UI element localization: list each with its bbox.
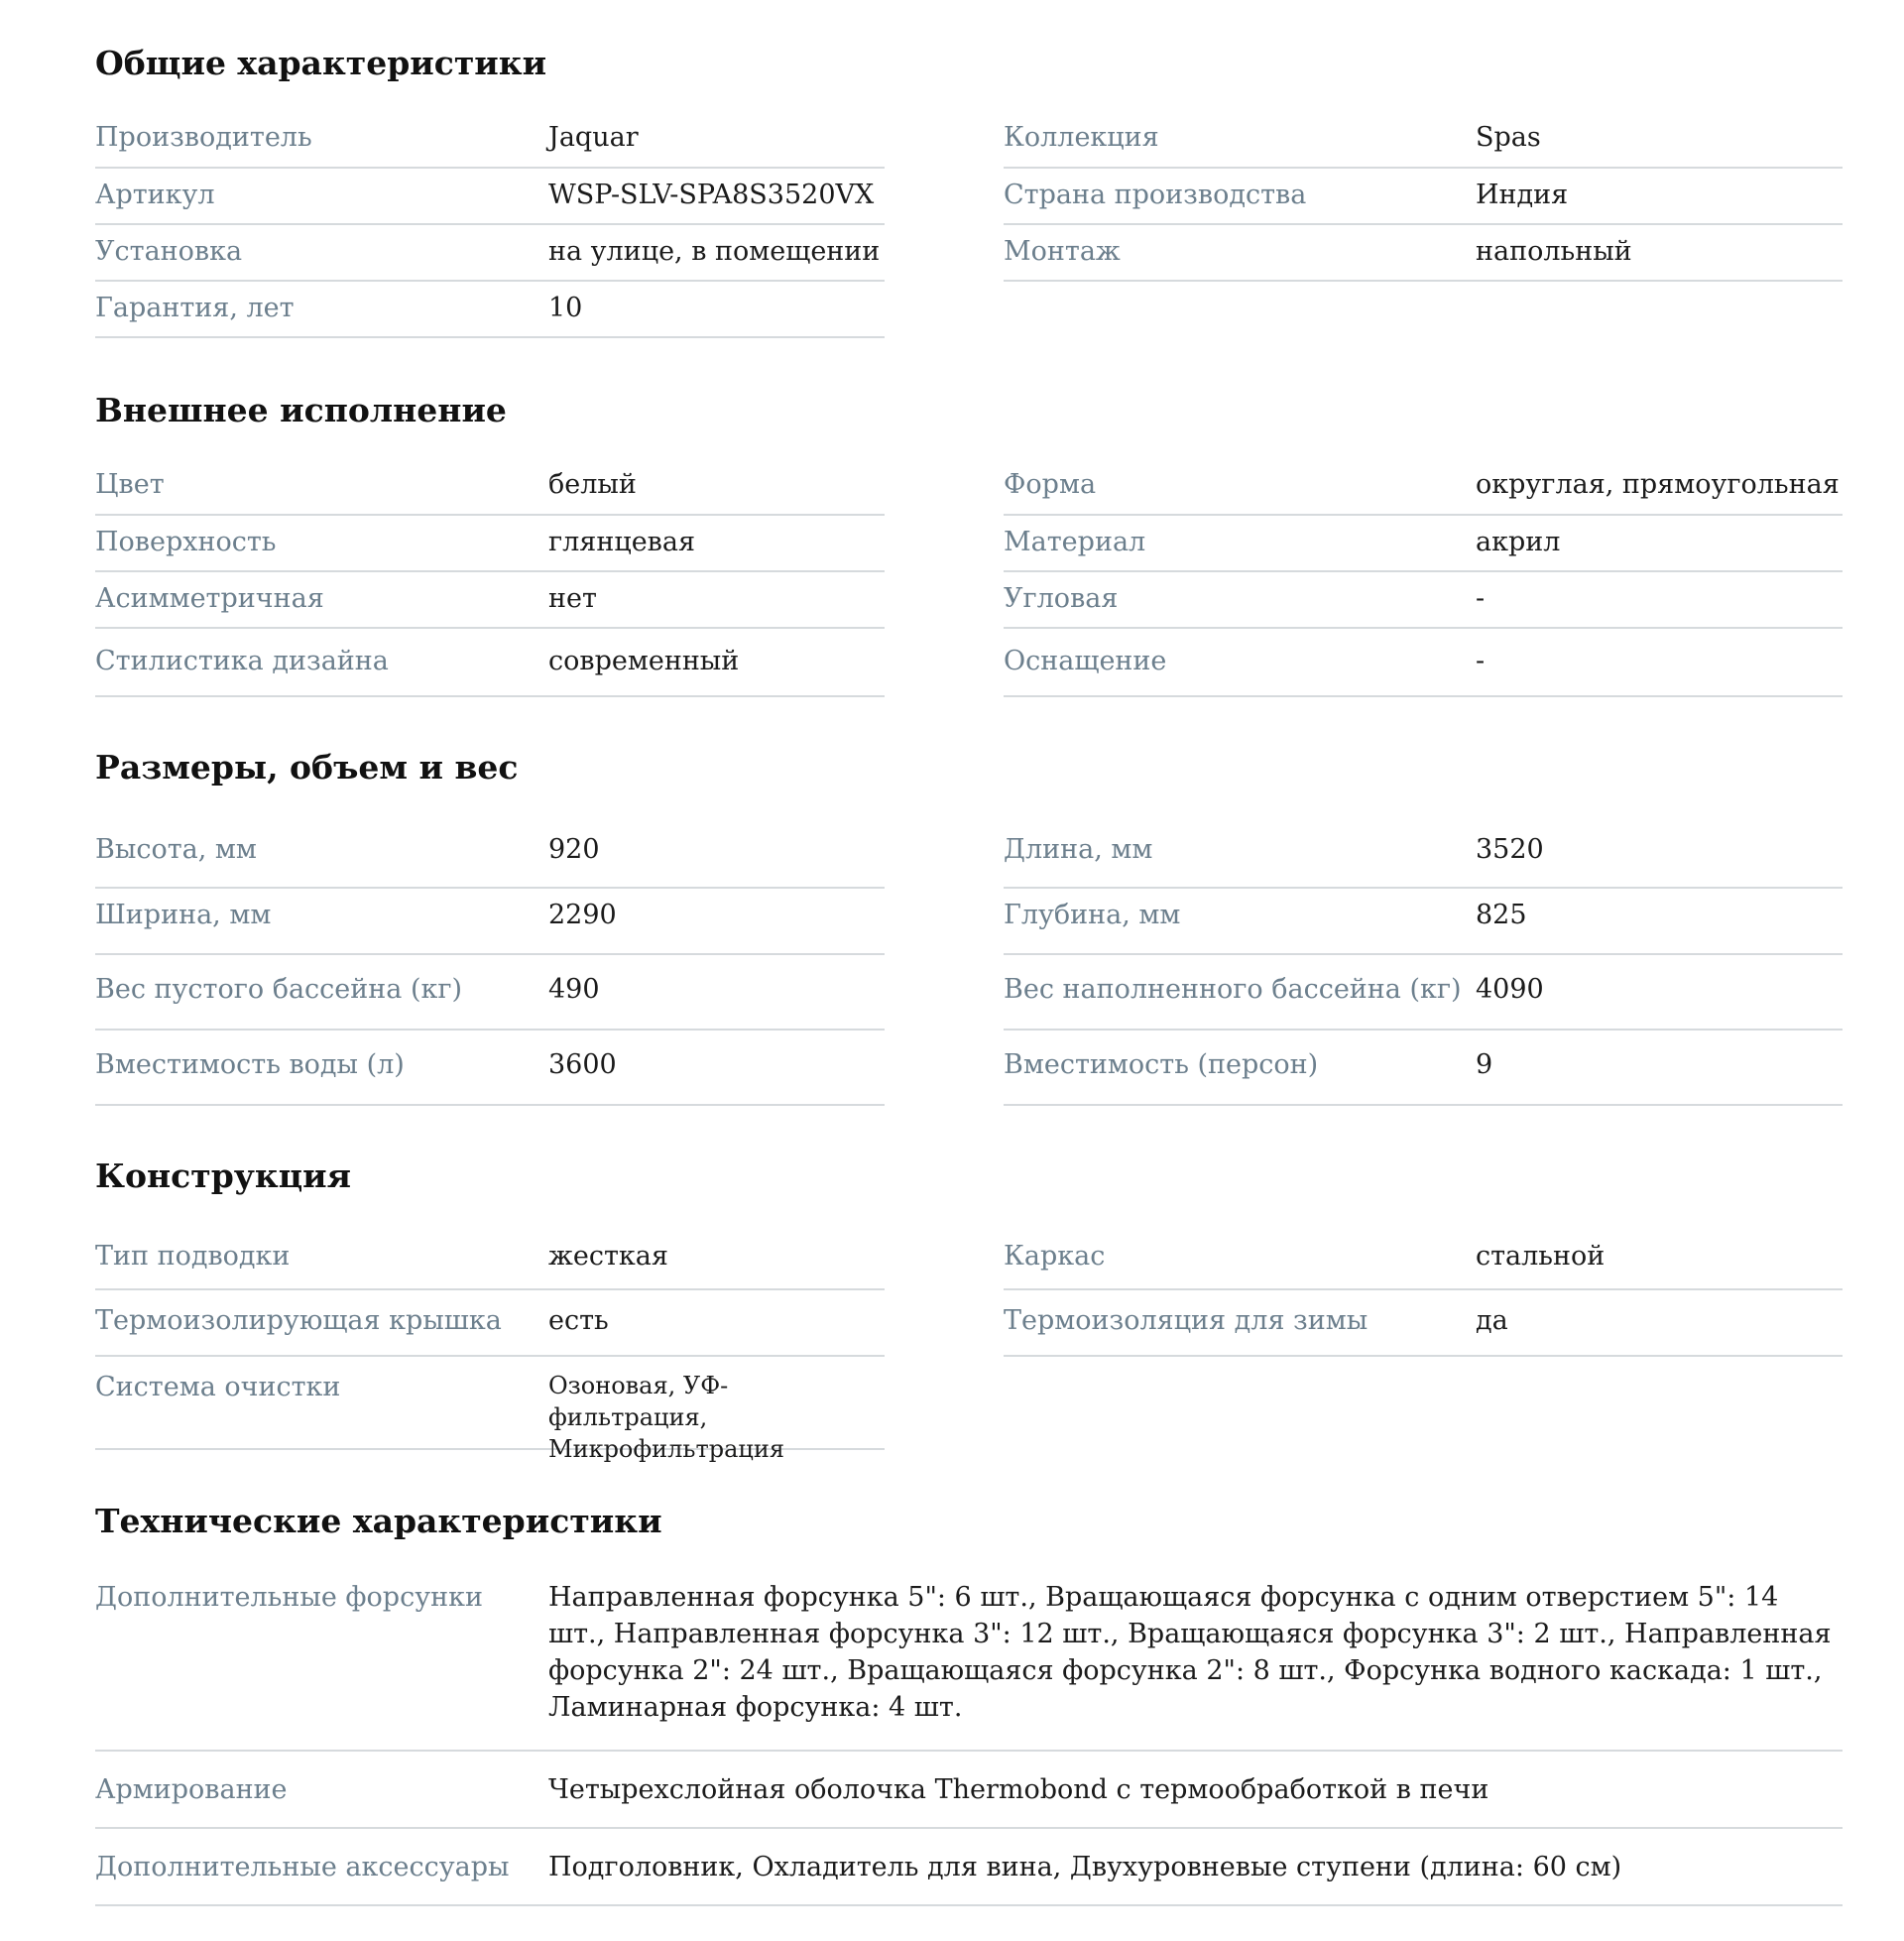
spec-value: 2290: [548, 900, 617, 930]
spec-label: Гарантия, лет: [95, 293, 295, 323]
spec-label: Оснащение: [1004, 646, 1167, 676]
spec-label: Вместимость воды (л): [95, 1049, 405, 1080]
section-title-general: Общие характеристики: [95, 44, 547, 82]
spec-row-thermal-cover: [95, 1290, 885, 1357]
spec-label: Монтаж: [1004, 236, 1121, 267]
spec-row-material: [1004, 516, 1843, 572]
spec-value: на улице, в помещении: [548, 236, 881, 267]
spec-value: округлая, прямоугольная: [1476, 469, 1840, 500]
spec-row-color: [95, 464, 885, 516]
spec-label: Поверхность: [95, 527, 277, 557]
spec-row-reinforcement: [95, 1752, 1843, 1829]
spec-row-manufacturer: [95, 117, 885, 169]
section-title-appearance: Внешнее исполнение: [95, 391, 507, 429]
section-title-dimensions: Размеры, объем и вес: [95, 748, 519, 787]
spec-value: WSP-SLV-SPA8S3520VX: [548, 180, 875, 210]
spec-value: белый: [548, 469, 637, 500]
spec-row-warranty: [95, 282, 885, 338]
spec-row-winter-insulation: [1004, 1290, 1843, 1357]
spec-label: Вес наполненного бассейна (кг): [1004, 974, 1462, 1005]
spec-label: Тип подводки: [95, 1241, 291, 1272]
spec-row-asymmetric: [95, 572, 885, 629]
spec-value: 920: [548, 834, 600, 865]
spec-value: -: [1476, 583, 1486, 614]
spec-label: Термоизоляция для зимы: [1004, 1305, 1368, 1336]
spec-label: Дополнительные форсунки: [95, 1582, 483, 1613]
spec-label: Стилистика дизайна: [95, 646, 389, 676]
spec-row-surface: [95, 516, 885, 572]
spec-row-shape: [1004, 464, 1843, 516]
section-title-technical: Технические характеристики: [95, 1502, 662, 1540]
spec-value: Направленная форсунка 5": 6 шт., Вращающаяся форсунка с одним отверстием 5": 14 шт., Направленная форсунка 3": 12 шт., Вращающаяся форсунка 3": 2 шт., Направленная форсунка 2": 24 шт., Вращающаяся форсунка 2": 8 шт., Форсунка водного каскада: 1 шт., Ламинарная форсунка: 4 шт.: [548, 1582, 1832, 1723]
spec-value: современный: [548, 646, 740, 676]
spec-row-design-style: [95, 629, 885, 697]
spec-row-filled-weight: [1004, 955, 1843, 1031]
spec-row-collection: [1004, 117, 1843, 169]
spec-label: Вместимость (персон): [1004, 1049, 1319, 1080]
spec-value: Индия: [1476, 180, 1569, 210]
spec-label: Коллекция: [1004, 122, 1159, 153]
spec-value: 4090: [1476, 974, 1544, 1005]
spec-value: Jaquar: [548, 122, 639, 153]
spec-row-country: [1004, 169, 1843, 225]
spec-row-water-capacity: [95, 1031, 885, 1106]
spec-label: Армирование: [95, 1774, 288, 1805]
spec-row-persons: [1004, 1031, 1843, 1106]
spec-value: Четырехслойная оболочка Thermobond с термообработкой в печи: [548, 1774, 1489, 1805]
spec-value: стальной: [1476, 1241, 1606, 1272]
spec-value: 9: [1476, 1049, 1493, 1080]
spec-value: -: [1476, 646, 1486, 676]
spec-value: нет: [548, 583, 597, 614]
spec-label: Термоизолирующая крышка: [95, 1305, 502, 1336]
spec-row-installation: [95, 225, 885, 282]
spec-label: Высота, мм: [95, 834, 257, 865]
spec-label: Цвет: [95, 469, 165, 500]
spec-label: Производитель: [95, 122, 312, 153]
spec-label: Глубина, мм: [1004, 900, 1181, 930]
spec-row-length: [1004, 827, 1843, 889]
spec-value: напольный: [1476, 236, 1632, 267]
spec-row-empty-weight: [95, 955, 885, 1031]
spec-row-connection-type: [95, 1236, 885, 1290]
spec-row-cleaning-system: [95, 1357, 885, 1463]
spec-value: 10: [548, 293, 583, 323]
spec-value: да: [1476, 1305, 1508, 1336]
section-title-construction: Конструкция: [95, 1156, 351, 1195]
spec-label: Угловая: [1004, 583, 1119, 614]
spec-label: Страна производства: [1004, 180, 1307, 210]
spec-value: 825: [1476, 900, 1527, 930]
spec-value: глянцевая: [548, 527, 695, 557]
spec-value: есть: [548, 1305, 609, 1336]
spec-label: Установка: [95, 236, 243, 267]
spec-label: Ширина, мм: [95, 900, 272, 930]
spec-row-article: [95, 169, 885, 225]
spec-row-accessories: [95, 1829, 1843, 1906]
spec-row-depth: [1004, 889, 1843, 955]
spec-label: Система очистки: [95, 1372, 341, 1402]
spec-row-mounting: [1004, 225, 1843, 282]
spec-row-frame: [1004, 1236, 1843, 1290]
spec-label: Каркас: [1004, 1241, 1106, 1272]
spec-label: Вес пустого бассейна (кг): [95, 974, 463, 1005]
spec-row-extra-jets: [95, 1577, 1843, 1752]
spec-value: Подголовник, Охладитель для вина, Двухуровневые ступени (длина: 60 см): [548, 1852, 1622, 1882]
spec-row-equipment: [1004, 629, 1843, 697]
spec-label: Асимметричная: [95, 583, 324, 614]
spec-value: акрил: [1476, 527, 1561, 557]
spec-value: Озоновая, УФ-фильтрация, Микрофильтрация: [548, 1372, 784, 1463]
spec-row-corner: [1004, 572, 1843, 629]
spec-row-width: [95, 889, 885, 955]
spec-value: Spas: [1476, 122, 1541, 153]
spec-label: Форма: [1004, 469, 1097, 500]
spec-label: Дополнительные аксессуары: [95, 1852, 510, 1882]
spec-value: 490: [548, 974, 600, 1005]
spec-label: Материал: [1004, 527, 1146, 557]
spec-row-height: [95, 827, 885, 889]
spec-label: Длина, мм: [1004, 834, 1153, 865]
spec-value: 3520: [1476, 834, 1544, 865]
spec-value: жесткая: [548, 1241, 668, 1272]
spec-label: Артикул: [95, 180, 215, 210]
spec-value: 3600: [548, 1049, 617, 1080]
